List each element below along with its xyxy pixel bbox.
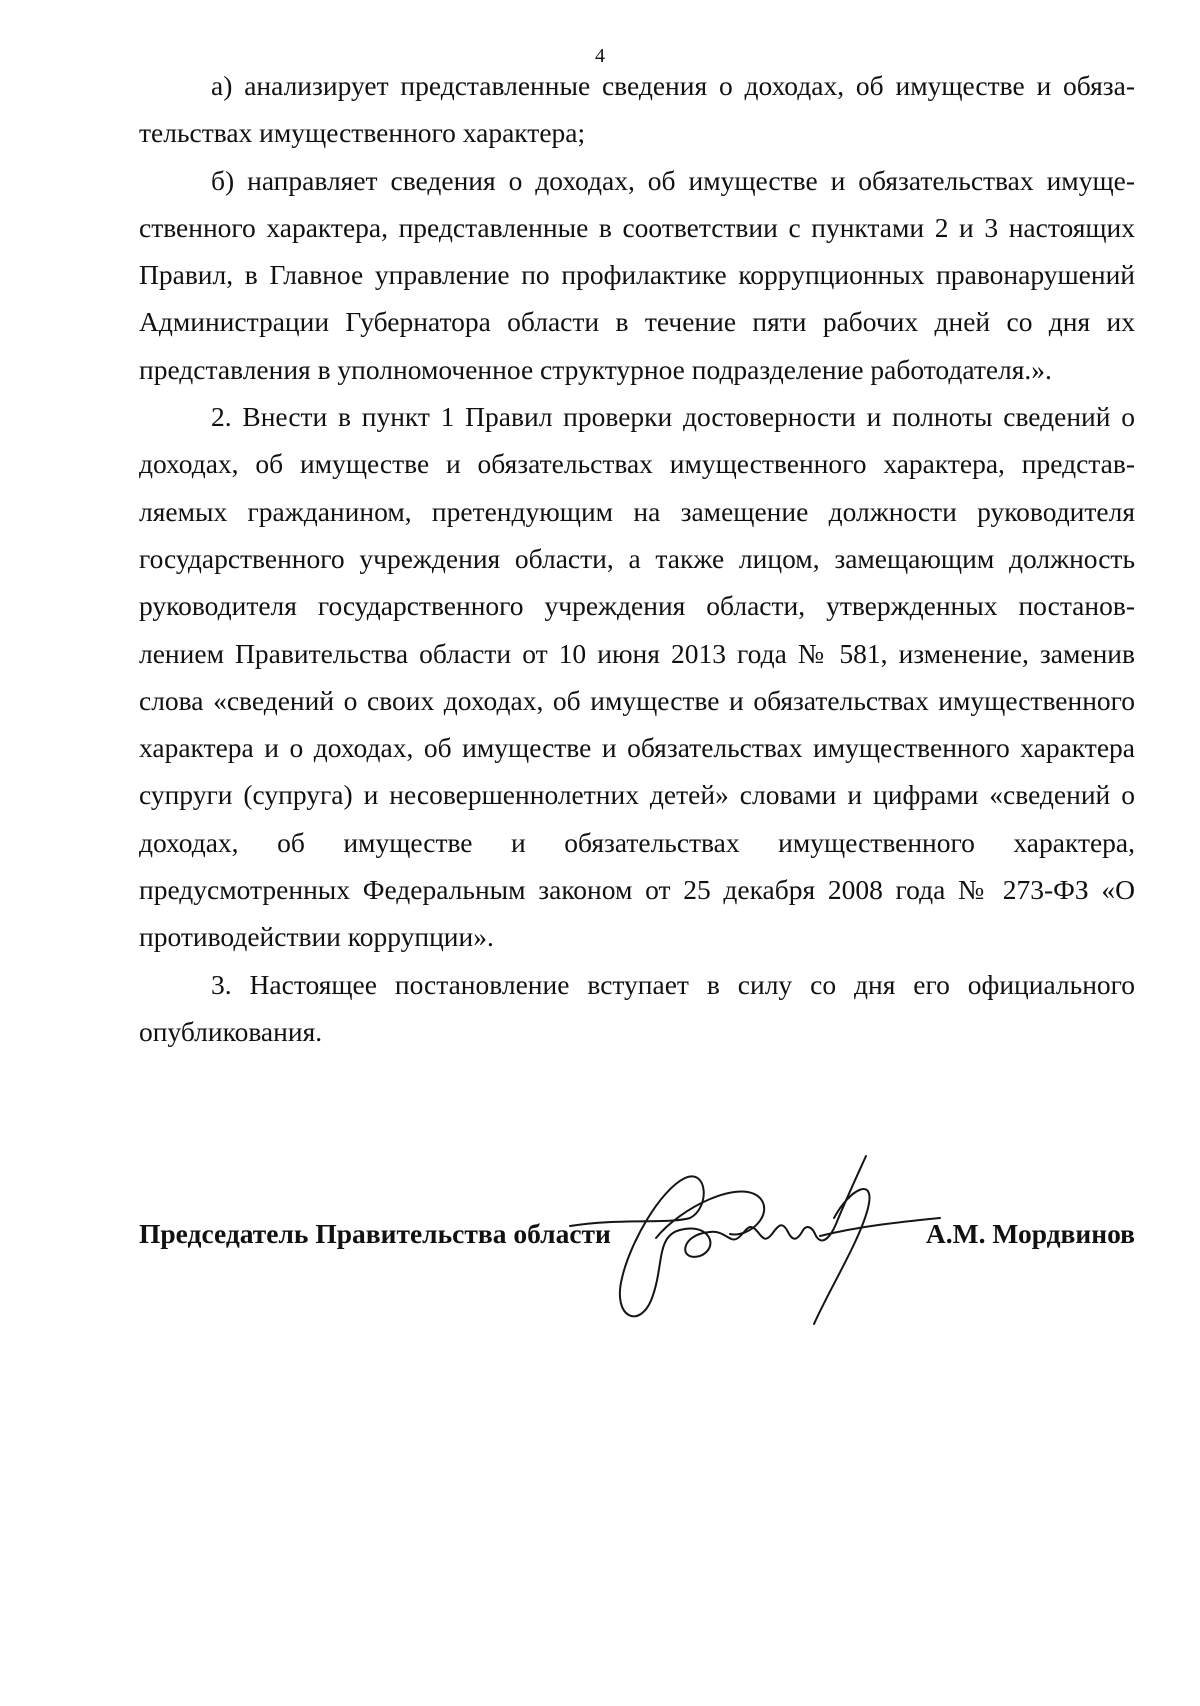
signatory-name: А.М. Мордвинов	[925, 1218, 1135, 1249]
document-body	[139, 62, 1135, 1055]
handwritten-signature	[560, 1148, 950, 1338]
signatory-title: Председатель Правительства области	[139, 1218, 611, 1249]
paragraph-b: б) направляет сведения о доходах, об имуществе и обязательствах имущественного характера, представленные в соответствии с пунктами 2 и 3 настоящих Правил, в Главное управление по профилактике коррупционных правонарушений Администрации Губернатора области в течение пяти рабочих дней со дня их представления в уполномоченное структурное подразделение работодателя.».	[139, 164, 1135, 385]
paragraph-3: 3. Настоящее постановление вступает в силу со дня его официального опубликования.	[139, 968, 1135, 1047]
paragraph-a: а) анализирует представленные сведения о доходах, об имуществе и обязательствах имущественного характера;	[139, 70, 1135, 149]
page-number: 4	[595, 45, 605, 67]
paragraph-2: 2. Внести в пункт 1 Правил проверки достоверности и полноты сведений о доходах, об имуществе и обязательствах имущественного характера, представляемых гражданином, претендующим на замещение должности руководителя государственного учреждения области, а также лицом, замещающим должность руководителя государственного учреждения области, утвержденных постановлением Правительства области от 10 июня 2013 года № 581, изменение, заменив слова «сведений о своих доходах, об имуществе и обязательствах имущественного характера и о доходах, об имуществе и обязательствах имущественного характера супруги (супруга) и несовершеннолетних детей» словами и цифрами «сведений о доходах, об имуществе и обязательствах имущественного характера, предусмотренных Федеральным законом от 25 декабря 2008 года № 273-ФЗ «О противодействии коррупции».	[139, 401, 1135, 953]
